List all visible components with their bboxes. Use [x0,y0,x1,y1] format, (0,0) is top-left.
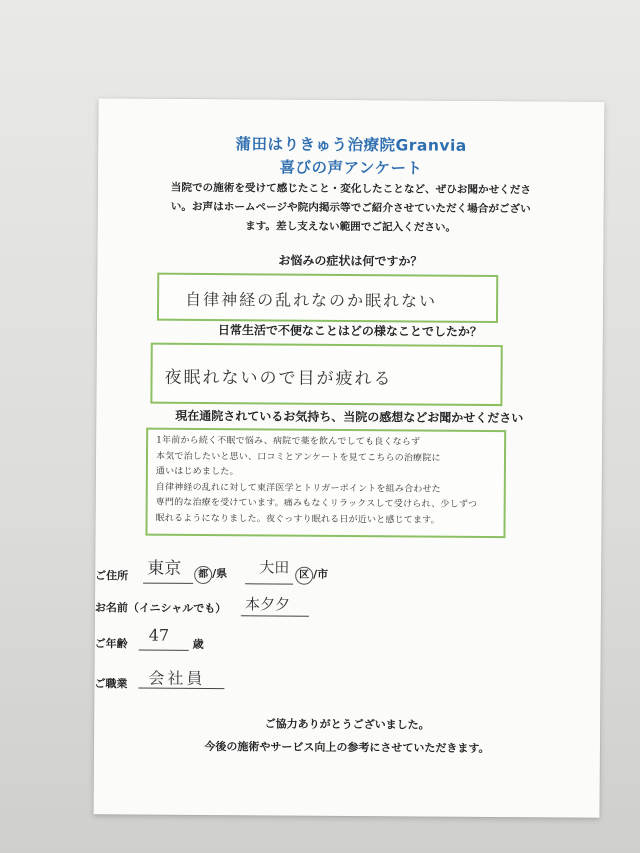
thanks-line: ご協力ありがとうございました。 [264,717,430,732]
survey-sheet [94,98,605,818]
reference-line: 今後の施術やサービス向上の参考にさせていただきます。 [204,739,490,755]
answer-impressions [156,434,478,529]
address-prefecture: 東京 [147,558,182,579]
city-ku-circled: 区 [295,567,313,585]
answer-box-symptoms [157,273,498,323]
question-impressions: 現在通院されているお気持ち、当院の感想などお聞かせください [175,408,524,426]
occupation-label: ご職業 [94,677,128,691]
age-unit: 歳 [192,637,204,651]
city-shi: /市 [313,567,329,581]
answer-inconvenience: 夜眠れないので目が疲れる [164,367,393,390]
intro-text [120,178,582,238]
intro-line: 当院での施術を受けて感じたこと・変化したことなど、ぜひお聞かせくださ [170,181,532,197]
answer-line: 眠れるようになりました。夜ぐっすり眠れる日が近いと感じてます。 [155,513,440,526]
age-value: 47 [148,625,170,645]
prefecture-underline [143,583,193,584]
prefecture-ken: /県 [212,567,228,581]
occupation-value: 会社員 [148,668,206,689]
occupation-underline [138,688,224,690]
name-label: お名前（イニシャルでも） [94,601,227,616]
name-underline [241,615,309,616]
answer-line: 通いはじめました。 [155,466,239,478]
prefecture-to-circled: 都 [194,566,212,584]
city-suffix [295,566,328,585]
answer-box-inconvenience [150,343,502,406]
address-city: 大田 [259,558,290,577]
age-underline [139,650,189,651]
answer-line: 1年前から続く不眠で悩み、病院で薬を飲んでしても良くならず [156,435,421,448]
answer-line: 自律神経の乱れに対して東洋医学とトリガーポイントを組み合わせた [155,482,441,495]
prefecture-suffix [194,565,227,584]
age-label: ご年齢 [94,637,128,651]
answer-line: 本気で治したいと思い、口コミとアンケートを見てこちらの治療院に [155,451,441,464]
intro-line: ます。差し支えない範囲でご記入ください。 [245,220,457,234]
answer-line: 専門的な治療を受けています。痛みもなくリラックスして受けられ、少しずつ [155,497,478,510]
address-label: ご住所 [95,569,129,583]
answer-symptoms: 自律神経の乱れなのか眠れない [185,289,438,311]
clinic-name: 蒲田はりきゅう治療院Granvia [235,135,467,155]
question-symptoms: お悩みの症状は何ですか？ [278,253,423,269]
name-value: 本夕夕 [244,595,291,614]
survey-title: 喜びの声アンケート [279,158,423,178]
intro-line: い。お声はホームページや院内掲示等でご紹介させていただく場合がござい [170,200,531,216]
answer-box-impressions [145,428,506,539]
question-inconvenience: 日常生活で不便なことはどの様なことでしたか？ [217,323,482,339]
city-underline [245,583,293,584]
